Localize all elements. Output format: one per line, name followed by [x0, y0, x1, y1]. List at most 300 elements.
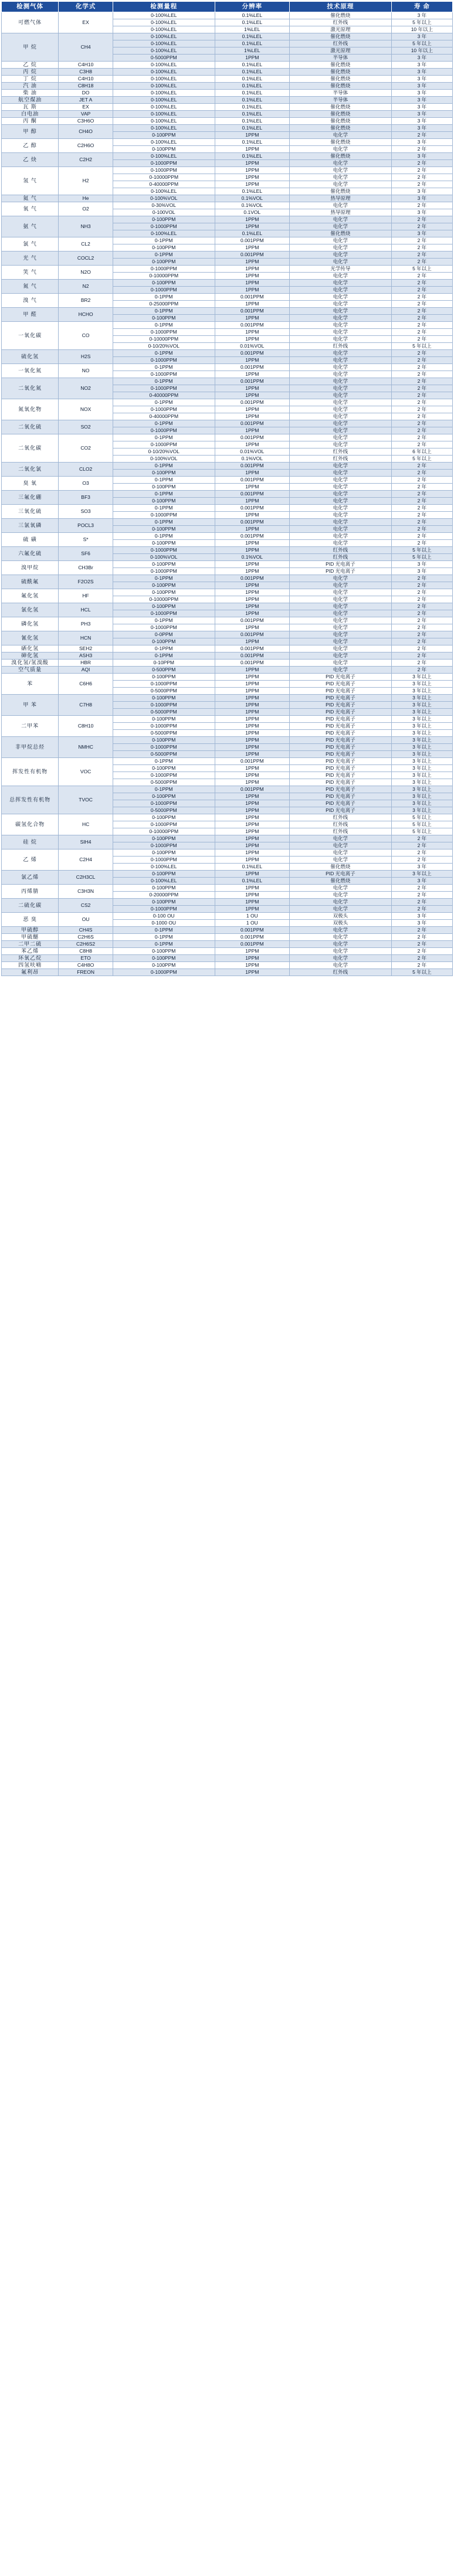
cell-lifetime: 2 年 — [391, 835, 452, 842]
cell-resolution: 1PPM — [215, 835, 289, 842]
table-row — [2, 934, 453, 941]
cell-range: 0-100PPM — [113, 674, 215, 681]
cell-resolution: 1PPM — [215, 512, 289, 519]
cell-resolution: 1PPM — [215, 441, 289, 448]
cell-range: 0-1000PPM — [113, 842, 215, 849]
cell-gas-name: 甲 苯 — [2, 695, 59, 716]
cell-gas-name: 白电油 — [2, 111, 59, 118]
cell-gas-name: 丙 酮 — [2, 118, 59, 125]
cell-technology: PID 光电离子 — [290, 674, 392, 681]
table-row — [2, 653, 453, 660]
cell-technology: 红外线 — [290, 814, 392, 821]
cell-technology: PID 光电离子 — [290, 758, 392, 765]
cell-lifetime: 2 年 — [391, 406, 452, 413]
cell-gas-name: 苯 — [2, 674, 59, 695]
cell-gas-name: 氮 气 — [2, 280, 59, 294]
cell-lifetime: 2 年 — [391, 533, 452, 540]
cell-gas-name: 二甲苯 — [2, 716, 59, 737]
cell-range: 0-1PPM — [113, 617, 215, 624]
table-row — [2, 153, 453, 160]
cell-range: 0-1000PPM — [113, 624, 215, 631]
cell-technology: 催化燃烧 — [290, 62, 392, 69]
cell-resolution: 1PPM — [215, 582, 289, 589]
cell-formula: NH3 — [59, 216, 113, 237]
cell-resolution: 1 OU — [215, 920, 289, 927]
cell-resolution: 0.1%VOL — [215, 202, 289, 209]
cell-resolution: 1PPM — [215, 146, 289, 153]
cell-lifetime: 2 年 — [391, 336, 452, 343]
cell-technology: 电化学 — [290, 477, 392, 484]
cell-technology: 电化学 — [290, 962, 392, 969]
cell-range: 0-1PPM — [113, 786, 215, 793]
cell-technology: 电化学 — [290, 308, 392, 315]
cell-lifetime: 5 年以上 — [391, 969, 452, 976]
table-row — [2, 280, 453, 287]
cell-technology: 电化学 — [290, 603, 392, 610]
cell-technology: 光学传导 — [290, 266, 392, 273]
cell-range: 0-100%LEL — [113, 864, 215, 871]
cell-technology: 催化燃烧 — [290, 83, 392, 90]
cell-resolution: 1PPM — [215, 273, 289, 280]
cell-resolution: 1%LEL — [215, 26, 289, 33]
cell-resolution: 1%LEL — [215, 47, 289, 55]
cell-lifetime: 2 年 — [391, 667, 452, 674]
table-row — [2, 660, 453, 667]
cell-gas-name: 氟利昂 — [2, 969, 59, 976]
table-row — [2, 645, 453, 653]
cell-technology: 催化燃烧 — [290, 76, 392, 83]
cell-resolution: 1PPM — [215, 589, 289, 596]
cell-lifetime: 3 年以上 — [391, 730, 452, 737]
table-row — [2, 695, 453, 702]
cell-formula: C4H8O — [59, 962, 113, 969]
cell-resolution: 1PPM — [215, 427, 289, 434]
cell-lifetime: 5 年以上 — [391, 40, 452, 47]
table-row — [2, 364, 453, 371]
cell-formula: C2H6S2 — [59, 941, 113, 948]
cell-resolution: 0.001PPM — [215, 364, 289, 371]
cell-gas-name: 硫酰氟 — [2, 575, 59, 589]
cell-formula: HCL — [59, 603, 113, 617]
cell-range: 0-1000PPM — [113, 821, 215, 828]
cell-formula: TVOC — [59, 786, 113, 814]
cell-lifetime: 2 年 — [391, 842, 452, 849]
cell-gas-name: 一氧化碳 — [2, 322, 59, 350]
cell-lifetime: 3 年以上 — [391, 723, 452, 730]
cell-technology: 电化学 — [290, 287, 392, 294]
cell-formula: O3 — [59, 477, 113, 491]
cell-gas-name: 溴 气 — [2, 294, 59, 308]
cell-lifetime: 2 年 — [391, 273, 452, 280]
cell-range: 0-5000PPM — [113, 688, 215, 695]
cell-formula: F2O2S — [59, 575, 113, 589]
cell-lifetime: 3 年以上 — [391, 681, 452, 688]
cell-range: 0-1000PPM — [113, 385, 215, 392]
cell-technology: 电化学 — [290, 624, 392, 631]
cell-lifetime: 2 年 — [391, 167, 452, 174]
cell-lifetime: 3 年 — [391, 878, 452, 885]
cell-lifetime: 2 年 — [391, 645, 452, 653]
cell-resolution: 0.01%VOL — [215, 343, 289, 350]
cell-gas-name: 环氧乙烷 — [2, 955, 59, 962]
table-row — [2, 927, 453, 934]
cell-technology: 半导体 — [290, 97, 392, 104]
cell-technology: 电化学 — [290, 420, 392, 427]
cell-range: 0-100PPM — [113, 470, 215, 477]
table-row — [2, 69, 453, 76]
cell-lifetime: 2 年 — [391, 329, 452, 336]
cell-range: 0-100PPM — [113, 582, 215, 589]
cell-resolution: 1PPM — [215, 828, 289, 835]
cell-lifetime: 2 年 — [391, 857, 452, 864]
table-row — [2, 322, 453, 329]
cell-lifetime: 2 年 — [391, 596, 452, 603]
cell-range: 0-1PPM — [113, 308, 215, 315]
cell-formula: NO2 — [59, 378, 113, 399]
table-row — [2, 477, 453, 484]
cell-gas-name: 航空煤油 — [2, 97, 59, 104]
cell-technology: 电化学 — [290, 519, 392, 526]
cell-resolution: 1PPM — [215, 280, 289, 287]
cell-formula: H2 — [59, 167, 113, 195]
cell-technology: PID 光电离子 — [290, 786, 392, 793]
cell-lifetime: 2 年 — [391, 582, 452, 589]
cell-resolution: 1PPM — [215, 779, 289, 786]
cell-range: 0-100%LEL — [113, 104, 215, 111]
cell-resolution: 0.1%LEL — [215, 76, 289, 83]
cell-formula: C8H10 — [59, 716, 113, 737]
cell-lifetime: 2 年 — [391, 962, 452, 969]
cell-technology: 电化学 — [290, 371, 392, 378]
cell-range: 0-1PPM — [113, 294, 215, 301]
cell-lifetime: 2 年 — [391, 378, 452, 385]
cell-range: 0-100%LEL — [113, 26, 215, 33]
cell-resolution: 0.1%VOL — [215, 554, 289, 561]
table-row — [2, 76, 453, 83]
cell-formula: He — [59, 195, 113, 202]
cell-range: 0-100PPM — [113, 737, 215, 744]
cell-lifetime: 6 年以上 — [391, 448, 452, 456]
cell-lifetime: 3 年以上 — [391, 751, 452, 758]
cell-technology: 红外线 — [290, 343, 392, 350]
cell-gas-name: 汽 油 — [2, 83, 59, 90]
table-row — [2, 216, 453, 223]
cell-technology: 红外线 — [290, 448, 392, 456]
cell-technology: 电化学 — [290, 941, 392, 948]
cell-resolution: 1PPM — [215, 906, 289, 913]
table-row — [2, 899, 453, 906]
cell-range: 0-100%LEL — [113, 62, 215, 69]
cell-resolution: 1PPM — [215, 695, 289, 702]
cell-formula: C2H4 — [59, 849, 113, 871]
cell-technology: 电化学 — [290, 364, 392, 371]
table-row — [2, 603, 453, 610]
cell-resolution: 0.1%LEL — [215, 125, 289, 132]
cell-technology: PID 光电离子 — [290, 681, 392, 688]
cell-range: 0-1000PPM — [113, 371, 215, 378]
cell-technology: 电化学 — [290, 589, 392, 596]
table-row — [2, 505, 453, 512]
cell-lifetime: 2 年 — [391, 849, 452, 857]
cell-resolution: 0.001PPM — [215, 491, 289, 498]
cell-resolution: 0.1%LEL — [215, 69, 289, 76]
cell-range: 0-100PPM — [113, 244, 215, 252]
cell-resolution: 1PPM — [215, 793, 289, 800]
cell-resolution: 0.1%LEL — [215, 97, 289, 104]
cell-range: 0-40000PPM — [113, 392, 215, 399]
cell-lifetime: 3 年 — [391, 568, 452, 575]
cell-technology: 红外线 — [290, 821, 392, 828]
cell-resolution: 1PPM — [215, 751, 289, 758]
cell-range: 0-100PPM — [113, 695, 215, 702]
table-row — [2, 941, 453, 948]
table-row — [2, 125, 453, 132]
cell-gas-name: 丙 烷 — [2, 69, 59, 76]
cell-technology: 电化学 — [290, 842, 392, 849]
table-row — [2, 399, 453, 406]
cell-range: 0-100PPM — [113, 765, 215, 772]
cell-technology: 电化学 — [290, 301, 392, 308]
cell-technology: 电化学 — [290, 252, 392, 259]
cell-formula: HBR — [59, 660, 113, 667]
cell-lifetime: 2 年 — [391, 498, 452, 505]
cell-lifetime: 2 年 — [391, 350, 452, 357]
cell-resolution: 0.1%LEL — [215, 90, 289, 97]
cell-formula: AQI — [59, 667, 113, 674]
cell-technology: 电化学 — [290, 322, 392, 329]
cell-lifetime: 3 年以上 — [391, 800, 452, 807]
cell-gas-name: 笑 气 — [2, 266, 59, 280]
cell-technology: 电化学 — [290, 491, 392, 498]
cell-resolution: 0.001PPM — [215, 399, 289, 406]
cell-lifetime: 3 年 — [391, 111, 452, 118]
cell-technology: PID 光电离子 — [290, 765, 392, 772]
cell-range: 0-1PPM — [113, 505, 215, 512]
cell-lifetime: 2 年 — [391, 660, 452, 667]
cell-resolution: 1PPM — [215, 484, 289, 491]
cell-range: 0-1PPM — [113, 533, 215, 540]
cell-range: 0-1PPM — [113, 645, 215, 653]
cell-gas-name: 瓦 斯 — [2, 104, 59, 111]
cell-range: 0-1000PPM — [113, 406, 215, 413]
cell-lifetime: 2 年 — [391, 315, 452, 322]
cell-gas-name: 乙 醇 — [2, 139, 59, 153]
cell-range: 0-40000PPM — [113, 413, 215, 420]
cell-formula: C8H8 — [59, 948, 113, 955]
cell-resolution: 1PPM — [215, 336, 289, 343]
cell-lifetime: 3 年以上 — [391, 695, 452, 702]
cell-range: 0-100PPM — [113, 484, 215, 491]
cell-technology: 电化学 — [290, 413, 392, 420]
cell-resolution: 0.001PPM — [215, 463, 289, 470]
cell-range: 0-1000PPM — [113, 547, 215, 554]
cell-technology: 催化燃烧 — [290, 230, 392, 237]
cell-lifetime: 3 年 — [391, 195, 452, 202]
cell-range: 0-100PPM — [113, 561, 215, 568]
cell-lifetime: 2 年 — [391, 420, 452, 427]
cell-technology: 半导体 — [290, 90, 392, 97]
cell-range: 0-100PPM — [113, 146, 215, 153]
cell-lifetime: 5 年以上 — [391, 828, 452, 835]
cell-range: 0-1PPM — [113, 519, 215, 526]
cell-lifetime: 2 年 — [391, 505, 452, 512]
cell-range: 0-1PPM — [113, 934, 215, 941]
cell-gas-name: 三氟化硼 — [2, 491, 59, 505]
cell-formula: N2O — [59, 266, 113, 280]
cell-lifetime: 3 年 — [391, 33, 452, 40]
table-row — [2, 167, 453, 174]
cell-technology: 电化学 — [290, 653, 392, 660]
cell-range: 0-1000PPM — [113, 287, 215, 294]
cell-technology: 电化学 — [290, 484, 392, 491]
table-row — [2, 33, 453, 40]
cell-range: 0-100%LEL — [113, 40, 215, 47]
cell-resolution: 0.1%LEL — [215, 153, 289, 160]
table-row — [2, 139, 453, 146]
table-row — [2, 547, 453, 554]
cell-range: 0-100%LEL — [113, 47, 215, 55]
cell-formula: CL2 — [59, 237, 113, 252]
cell-technology: 催化燃烧 — [290, 12, 392, 19]
cell-range: 0-1PPM — [113, 420, 215, 427]
table-row — [2, 12, 453, 19]
cell-resolution: 1PPM — [215, 610, 289, 617]
table-row — [2, 202, 453, 209]
cell-resolution: 1PPM — [215, 624, 289, 631]
cell-lifetime: 2 年 — [391, 624, 452, 631]
cell-resolution: 1PPM — [215, 167, 289, 174]
cell-resolution: 0.001PPM — [215, 294, 289, 301]
cell-gas-name: 氧 气 — [2, 202, 59, 216]
cell-range: 0-30%VOL — [113, 202, 215, 209]
cell-range: 0-1PPM — [113, 477, 215, 484]
cell-range: 0-10PPM — [113, 660, 215, 667]
cell-range: 0-1PPM — [113, 378, 215, 385]
cell-lifetime: 3 年 — [391, 90, 452, 97]
cell-technology: 电化学 — [290, 392, 392, 399]
cell-resolution: 0.1%LEL — [215, 62, 289, 69]
cell-lifetime: 3 年以上 — [391, 786, 452, 793]
cell-resolution: 1PPM — [215, 716, 289, 723]
cell-lifetime: 2 年 — [391, 526, 452, 533]
cell-formula: CO2 — [59, 434, 113, 463]
cell-gas-name: 硒化氢 — [2, 645, 59, 653]
cell-range: 0-1000PPM — [113, 266, 215, 273]
cell-range: 0-100%LEL — [113, 69, 215, 76]
cell-technology: 电化学 — [290, 934, 392, 941]
cell-range: 0-100PPM — [113, 962, 215, 969]
cell-technology: 电化学 — [290, 470, 392, 477]
cell-resolution: 1PPM — [215, 561, 289, 568]
cell-formula: COCL2 — [59, 252, 113, 266]
cell-resolution: 1PPM — [215, 899, 289, 906]
cell-lifetime: 3 年 — [391, 864, 452, 871]
cell-gas-name: 硫 磺 — [2, 533, 59, 547]
cell-technology: 电化学 — [290, 906, 392, 913]
cell-range: 0-1PPM — [113, 941, 215, 948]
cell-lifetime: 2 年 — [391, 160, 452, 167]
cell-technology: 电化学 — [290, 434, 392, 441]
cell-lifetime: 2 年 — [391, 434, 452, 441]
cell-lifetime: 3 年以上 — [391, 702, 452, 709]
cell-technology: 电化学 — [290, 385, 392, 392]
gas-detection-spec-sheet — [0, 1, 454, 976]
cell-range: 0-100%VOL — [113, 456, 215, 463]
column-header-formula: 化学式 — [59, 2, 113, 12]
cell-resolution: 0.1%LEL — [215, 40, 289, 47]
cell-gas-name: 三氧化硫 — [2, 505, 59, 519]
table-row — [2, 104, 453, 111]
table-row — [2, 308, 453, 315]
cell-technology: 红外线 — [290, 456, 392, 463]
cell-technology: 红外线 — [290, 547, 392, 554]
cell-formula: C2H3CL — [59, 871, 113, 885]
cell-range: 0-1000PPM — [113, 800, 215, 807]
cell-range: 0-100 OU — [113, 913, 215, 920]
cell-resolution: 1PPM — [215, 244, 289, 252]
cell-technology: 电化学 — [290, 540, 392, 547]
cell-lifetime: 3 年 — [391, 230, 452, 237]
cell-gas-name: 甲 醇 — [2, 125, 59, 139]
cell-lifetime: 2 年 — [391, 252, 452, 259]
cell-resolution: 1PPM — [215, 667, 289, 674]
cell-lifetime: 2 年 — [391, 589, 452, 596]
cell-gas-name: 甲 醛 — [2, 308, 59, 322]
cell-technology: PID 光电离子 — [290, 723, 392, 730]
cell-technology: 电化学 — [290, 582, 392, 589]
cell-gas-name: 二氧化碳 — [2, 434, 59, 463]
cell-range: 0-100%LEL — [113, 153, 215, 160]
cell-resolution: 1 OU — [215, 913, 289, 920]
cell-range: 0-1000PPM — [113, 772, 215, 779]
cell-gas-name: 磷化氢 — [2, 617, 59, 631]
cell-resolution: 1PPM — [215, 800, 289, 807]
table-row — [2, 667, 453, 674]
cell-lifetime: 2 年 — [391, 244, 452, 252]
cell-range: 0-100PPM — [113, 849, 215, 857]
cell-range: 0-1000PPM — [113, 857, 215, 864]
cell-resolution: 1PPM — [215, 955, 289, 962]
cell-technology: PID 光电离子 — [290, 688, 392, 695]
cell-resolution: 0.001PPM — [215, 653, 289, 660]
cell-resolution: 1PPM — [215, 871, 289, 878]
cell-formula: O2 — [59, 202, 113, 216]
cell-resolution: 1PPM — [215, 55, 289, 62]
cell-technology: 催化燃烧 — [290, 111, 392, 118]
cell-formula: NO — [59, 364, 113, 378]
cell-range: 0-100%VOL — [113, 195, 215, 202]
cell-range: 0-1000PPM — [113, 329, 215, 336]
cell-formula: ASH3 — [59, 653, 113, 660]
cell-technology: 电化学 — [290, 463, 392, 470]
cell-formula: C4H10 — [59, 62, 113, 69]
cell-technology: 催化燃烧 — [290, 864, 392, 871]
cell-technology: 电化学 — [290, 146, 392, 153]
cell-range: 0-1PPM — [113, 758, 215, 765]
cell-gas-name: 氟化氢 — [2, 589, 59, 603]
cell-technology: 电化学 — [290, 948, 392, 955]
cell-technology: 电化学 — [290, 617, 392, 624]
table-row — [2, 758, 453, 765]
cell-technology: 电化学 — [290, 315, 392, 322]
cell-lifetime: 2 年 — [391, 371, 452, 378]
cell-range: 0-100PPM — [113, 835, 215, 842]
cell-technology: 电化学 — [290, 667, 392, 674]
cell-gas-name: 二硫化碳 — [2, 899, 59, 913]
table-row — [2, 885, 453, 892]
cell-technology: PID 光电离子 — [290, 737, 392, 744]
table-row — [2, 434, 453, 441]
